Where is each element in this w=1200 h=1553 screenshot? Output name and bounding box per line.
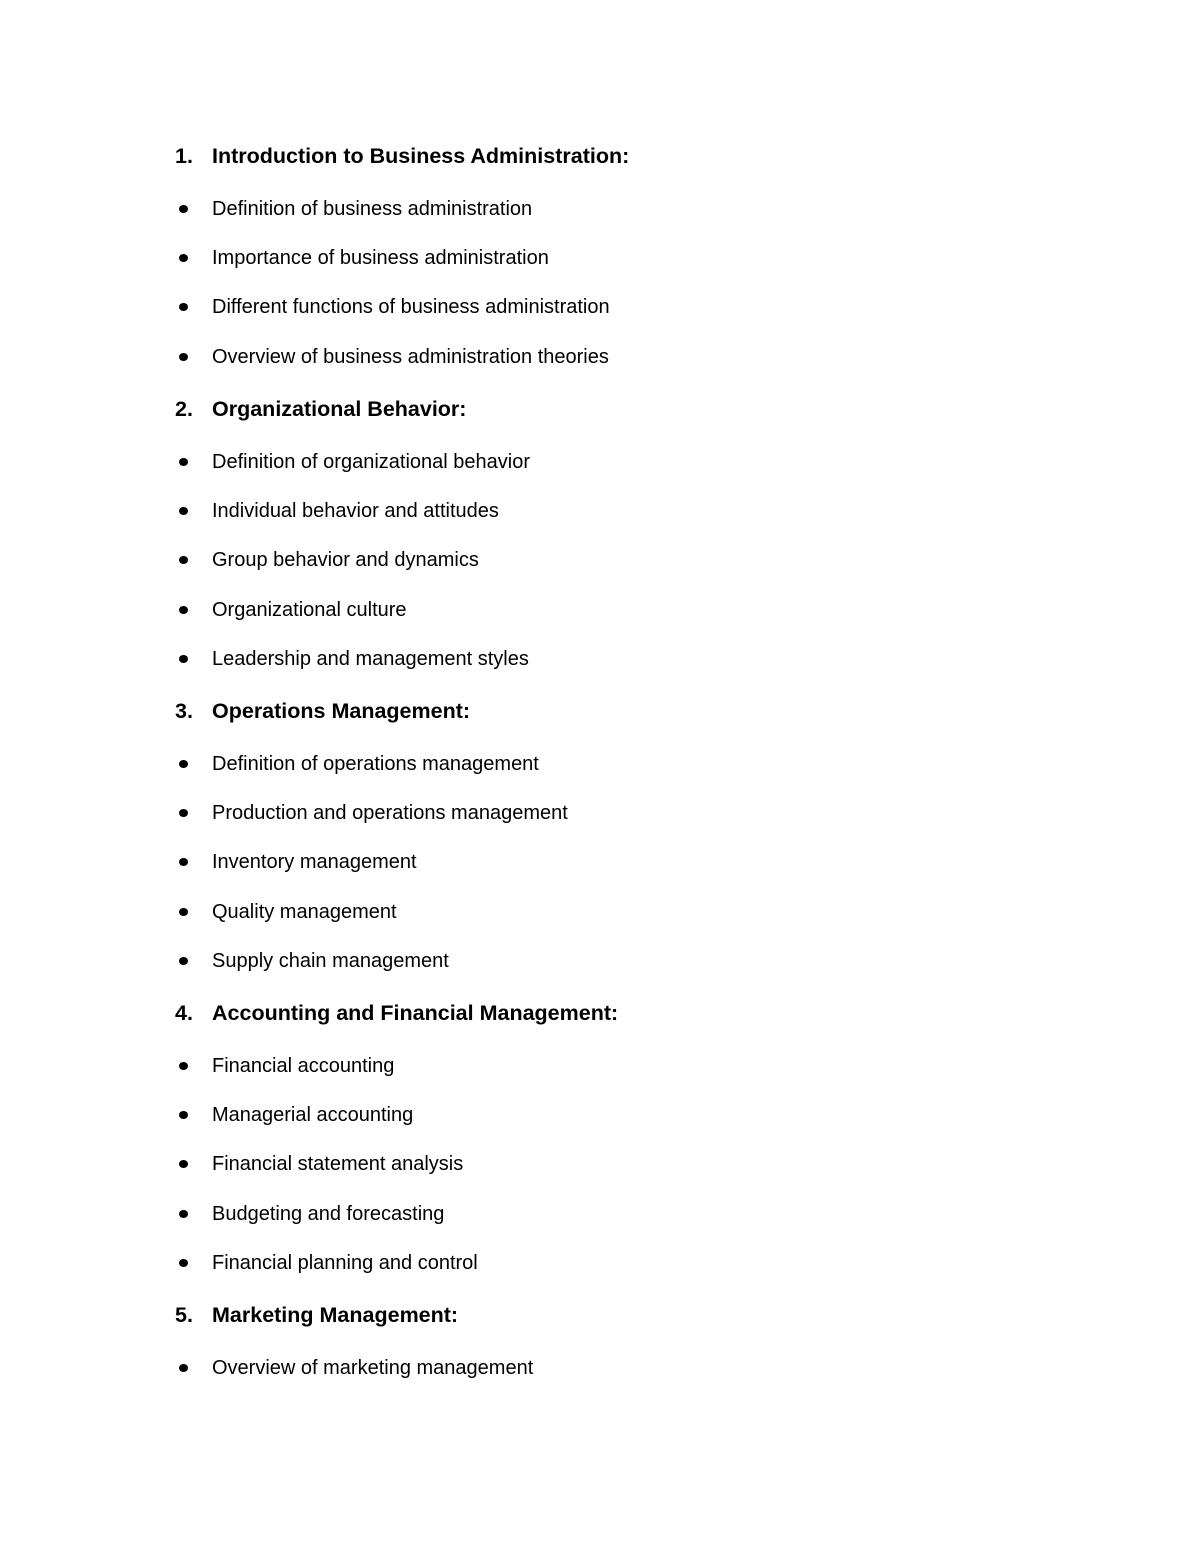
bullet-icon <box>179 353 188 361</box>
section-number: 3. <box>175 699 193 723</box>
bullet-icon <box>179 957 188 965</box>
list-item-text: Budgeting and forecasting <box>212 1203 445 1225</box>
bullet-icon <box>179 1210 188 1218</box>
bullet-icon <box>179 507 188 515</box>
list-item-text: Importance of business administration <box>212 247 549 269</box>
list-item-text: Managerial accounting <box>212 1104 414 1126</box>
list-item-text: Supply chain management <box>212 950 449 972</box>
list-item-text: Quality management <box>212 901 397 923</box>
bullet-icon <box>179 655 188 663</box>
bullet-icon <box>179 1062 188 1070</box>
list-item-text: Production and operations management <box>212 802 568 824</box>
list-item-text: Inventory management <box>212 851 417 873</box>
section-title: Marketing Management: <box>212 1303 459 1327</box>
list-item-text: Definition of operations management <box>212 753 539 775</box>
list-item-text: Individual behavior and attitudes <box>212 500 499 522</box>
list-item-text: Financial planning and control <box>212 1252 478 1274</box>
section-heading-1 <box>175 141 629 171</box>
bullet-icon <box>179 760 188 768</box>
section-heading-3 <box>175 696 470 726</box>
section-heading-5 <box>175 1300 458 1330</box>
bullet-icon <box>179 458 188 466</box>
section-heading-4 <box>175 998 618 1028</box>
bullet-icon <box>179 1111 188 1119</box>
bullet-icon <box>179 254 188 262</box>
bullet-icon <box>179 809 188 817</box>
section-number: 4. <box>175 1001 193 1025</box>
bullet-icon <box>179 606 188 614</box>
bullet-icon <box>179 858 188 866</box>
section-number: 5. <box>175 1303 193 1327</box>
bullet-icon <box>179 1364 188 1372</box>
list-item-text: Overview of business administration theories <box>212 346 609 368</box>
section-title: Operations Management: <box>212 699 471 723</box>
list-item-text: Definition of business administration <box>212 198 533 220</box>
section-heading-2 <box>175 394 466 424</box>
bullet-icon <box>179 1259 188 1267</box>
list-item-text: Group behavior and dynamics <box>212 549 479 571</box>
bullet-icon <box>179 908 188 916</box>
list-item-text: Financial statement analysis <box>212 1153 464 1175</box>
bullet-icon <box>179 556 188 564</box>
list-item-text: Overview of marketing management <box>212 1357 534 1379</box>
list-item-text: Different functions of business administration <box>212 296 610 318</box>
section-title: Accounting and Financial Management: <box>212 1001 619 1025</box>
section-title: Organizational Behavior: <box>212 397 467 421</box>
section-number: 2. <box>175 397 193 421</box>
section-number: 1. <box>175 144 193 168</box>
bullet-icon <box>179 1160 188 1168</box>
list-item-text: Financial accounting <box>212 1055 395 1077</box>
list-item-text: Definition of organizational behavior <box>212 451 530 473</box>
bullet-icon <box>179 205 188 213</box>
list-item-text: Leadership and management styles <box>212 648 529 670</box>
section-title: Introduction to Business Administration: <box>212 144 630 168</box>
bullet-icon <box>179 303 188 311</box>
list-item-text: Organizational culture <box>212 599 407 621</box>
